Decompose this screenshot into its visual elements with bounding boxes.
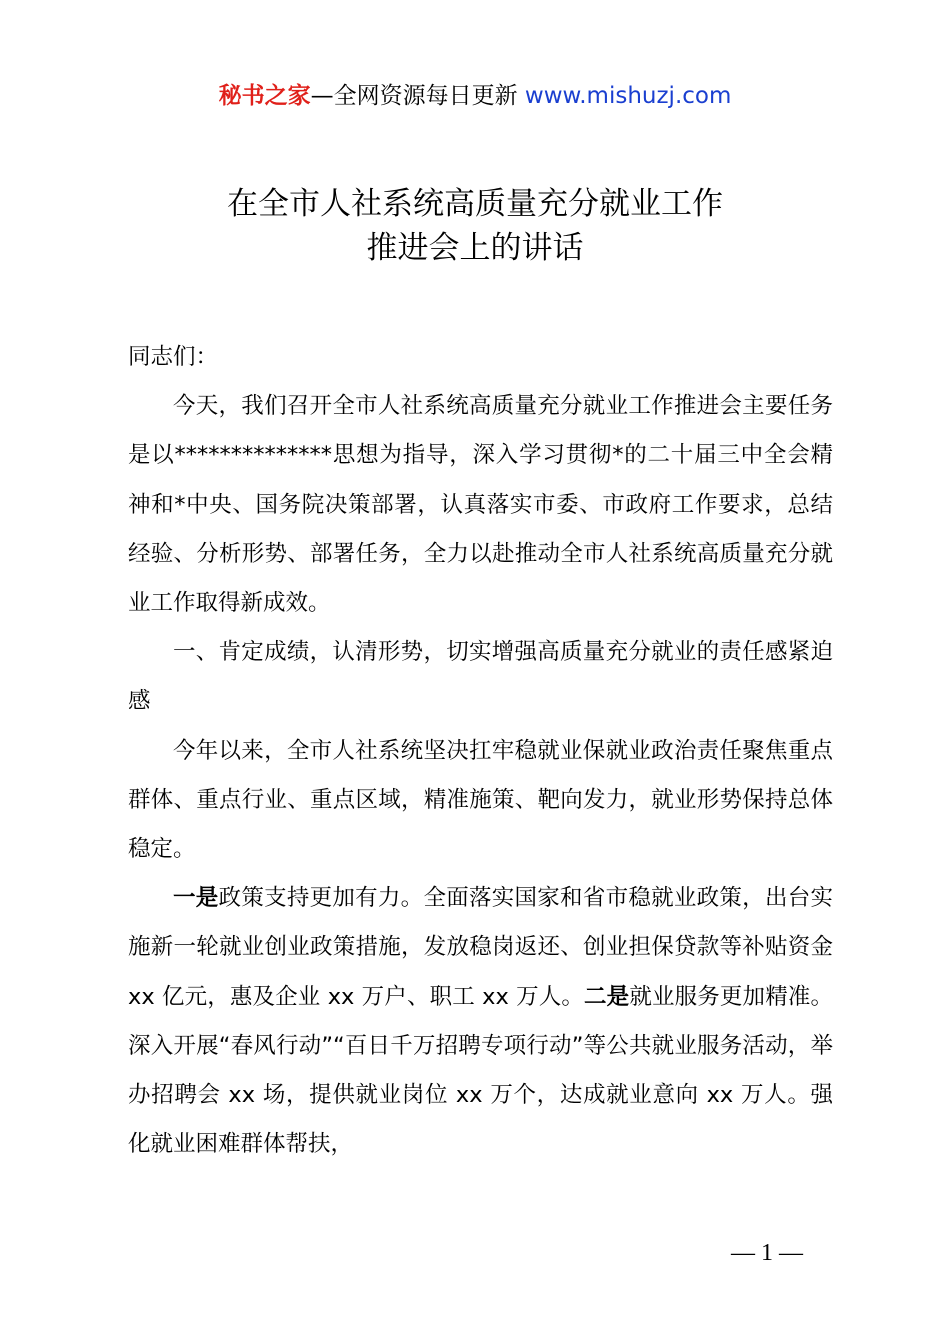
point-lead-1: 一是 — [173, 885, 219, 912]
section-heading-1: 一、肯定成绩，认清形势，切实增强高质量充分就业的责任感紧迫感 — [128, 639, 833, 715]
site-header — [0, 78, 950, 114]
paragraph-achievements — [128, 874, 833, 1169]
document-body — [128, 333, 833, 1169]
site-url-link[interactable]: www.mishuzj.com — [524, 83, 732, 109]
document-title — [0, 182, 950, 270]
title-line-2: 推进会上的讲话 — [366, 230, 584, 266]
title-line-1: 在全市人社系统高质量充分就业工作 — [227, 186, 723, 222]
page-number: — 1 — — [731, 1240, 803, 1266]
point-text-2: 就业服务更加精准。深入开展“春风行动”“百日千万招聘专项行动”等公共就业服务活动，举办招聘会 xx 场，提供就业岗位 xx 万个，达成就业意向 xx 万人。强化就业困难群体帮扶， — [128, 983, 833, 1158]
header-tagline: —全网资源每日更新 — [310, 83, 518, 109]
brand-name: 秘书之家 — [218, 83, 311, 109]
point-lead-2: 二是 — [584, 983, 630, 1010]
salutation: 同志们： — [128, 344, 219, 370]
point-text-1: 政策支持更加有力。全面落实国家和省市稳就业政策，出台实施新一轮就业创业政策措施，发放稳岗返还、创业担保贷款等补贴资金 xx 亿元，惠及企业 xx 万户、职工 xx 万人。 — [128, 885, 833, 1010]
paragraph-intro: 今天，我们召开全市人社系统高质量充分就业工作推进会主要任务是以**************思想为指导，深入学习贯彻*的二十届三中全会精神和*中央、国务院决策部署，认真落实市委、市政府工作要求，总结经验、分析形势、部署任务，全力以赴推动全市人社系统高质量充分就业工作取得新成效。 — [128, 393, 833, 617]
paragraph-overview: 今年以来，全市人社系统坚决扛牢稳就业保就业政治责任聚焦重点群体、重点行业、重点区域，精准施策、靶向发力，就业形势保持总体稳定。 — [128, 737, 833, 863]
